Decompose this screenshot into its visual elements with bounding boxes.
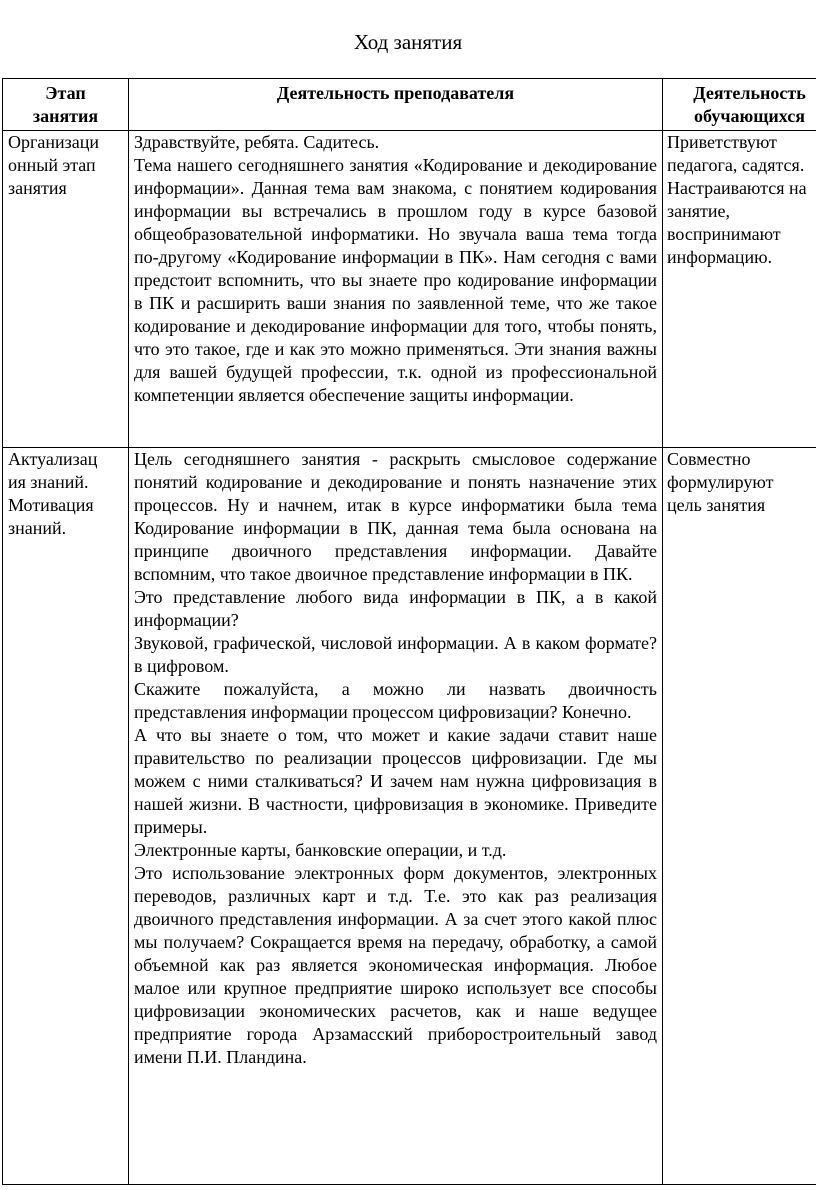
stage-cell: [3, 131, 129, 448]
students-line: воспринимают: [667, 224, 781, 244]
students-activity-cell: [663, 131, 816, 448]
stage-line: занятия: [8, 178, 67, 198]
students-line: занятие,: [667, 201, 730, 221]
teacher-paragraph: Цель сегодняшнего занятия - раскрыть смысловое содержание понятий кодирование и декодирование и понять назначение этих процессов. Ну и начнем, итак в курсе информатики была тема Кодирование информации в ПК, данная тема была основана на принципе двоичного представления информации. Давайте вспомним, что такое двоичное представление информации в ПК.: [134, 449, 657, 584]
teacher-paragraph: А что вы знаете о том, что может и какие задачи ставит наше правительство по реализации процессов цифровизации. Где мы можем с ними сталкиваться? И зачем нам нужна цифровизация в нашей жизни. В частности, цифровизация в экономике. Приведите примеры.: [134, 725, 657, 837]
students-line: формулируют: [667, 472, 774, 492]
stage-line: Актуализац: [8, 449, 98, 469]
table-row: [3, 131, 816, 448]
teacher-paragraph: Скажите пожалуйста, а можно ли назвать двоичность представления информации процессом цифровизации? Конечно.: [134, 679, 657, 722]
teacher-paragraph: Это использование электронных форм документов, электронных переводов, различных карт и т.д. Т.е. это как раз реализация двоичного представления информации. А за счет этого какой плюс мы получаем? Сокращается время на передачу, обработку, а самой объемной как раз является экономическая информация. Любое малое или крупное предприятие широко использует все способы цифровизации экономических расчетов, как и наше ведущее предприятие города Арзамасский приборостроительный завод имени П.И. Пландина.: [134, 863, 657, 1067]
teacher-paragraph: Здравствуйте, ребята. Садитесь.: [134, 132, 380, 152]
students-line: Настраиваются на: [667, 178, 807, 198]
header-students-line: обучающихся: [694, 106, 805, 126]
header-stage-line: занятия: [32, 106, 99, 126]
teacher-paragraph: Это представление любого вида информации в ПК, а в какой информации?: [134, 587, 657, 630]
students-line: информацию.: [667, 247, 773, 267]
students-line: Совместно: [667, 449, 751, 469]
header-stage-line: Этап: [45, 83, 86, 103]
header-teacher: Деятельность преподавателя: [129, 79, 663, 131]
stage-cell: [3, 448, 129, 1185]
students-line: Приветствуют: [667, 132, 777, 152]
lesson-table: [2, 78, 816, 1185]
stage-line: онный этап: [8, 155, 96, 175]
students-activity-cell: [663, 448, 816, 1185]
page-title: Ход занятия: [353, 30, 463, 54]
teacher-paragraph: Звуковой, графической, числовой информации. А в каком формате? в цифровом.: [134, 633, 657, 676]
stage-line: ия знаний.: [8, 472, 89, 492]
stage-line: знаний.: [8, 518, 67, 538]
teacher-paragraph: Тема нашего сегодняшнего занятия «Кодирование и декодирование информации». Данная тема вам знакома, с понятием кодирования информации вы встречались в прошлом году в курсе базовой общеобразовательной информатики. Но звучала ваша тема тогда по-другому «Кодирование информации в ПК». Нам сегодня с вами предстоит вспомнить, что вы знаете про кодирование информации в ПК и расширить ваши знания по заявленной теме, что же такое кодирование и декодирование информации для того, чтобы понять, что это такое, где и как это можно применяться. Эти знания важны для вашей будущей профессии, т.к. одной из профессиональной компетенции является обеспечение защиты информации.: [134, 155, 657, 405]
teacher-activity-cell: [129, 131, 663, 448]
students-line: педагога, садятся.: [667, 155, 805, 175]
header-stage: [3, 79, 129, 131]
header-students: [663, 79, 816, 131]
teacher-activity-cell: [129, 448, 663, 1185]
teacher-paragraph: Электронные карты, банковские операции, и т.д.: [134, 840, 507, 860]
stage-line: Организаци: [8, 132, 100, 152]
header-students-line: Деятельность: [693, 83, 806, 103]
stage-line: Мотивация: [8, 495, 94, 515]
students-line: цель занятия: [667, 495, 766, 515]
table-row: [3, 448, 816, 1185]
table-header-row: [3, 79, 816, 131]
